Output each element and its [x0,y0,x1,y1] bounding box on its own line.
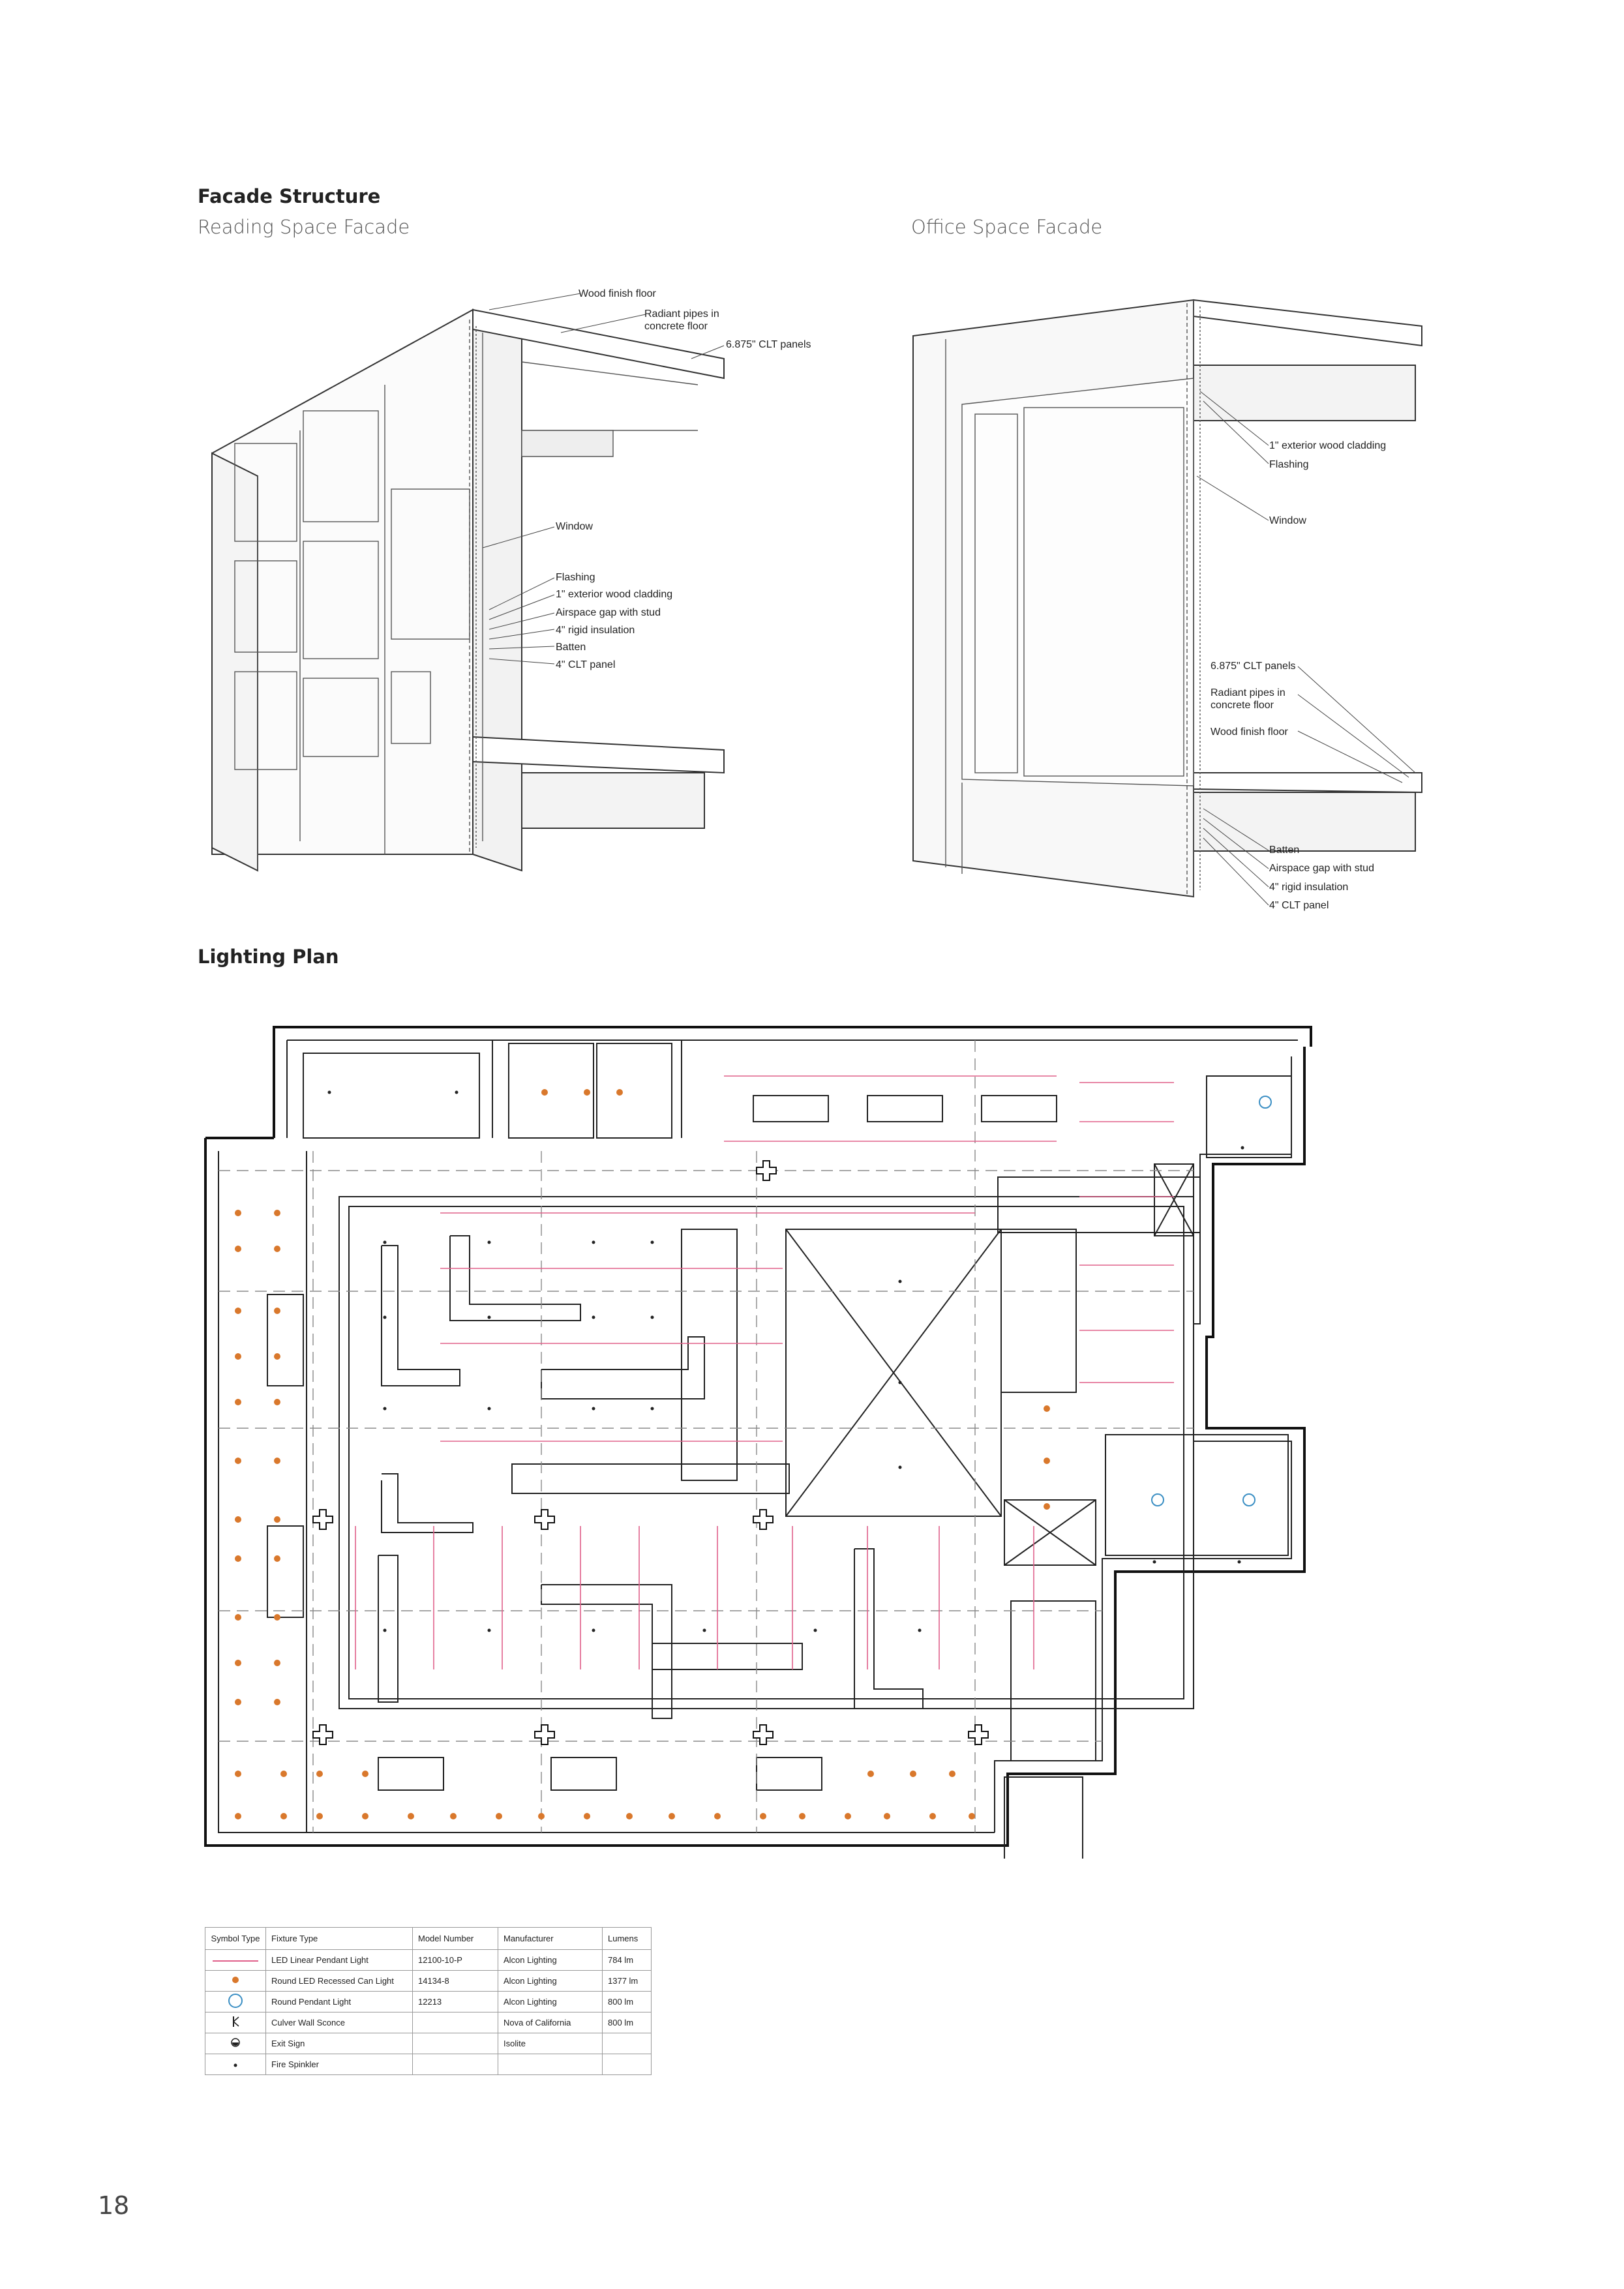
legend-lumens [603,2054,652,2075]
legend-header-lumens: Lumens [603,1928,652,1950]
reading-facade-drawing [196,280,750,893]
orange-dot-icon [205,1971,266,1992]
reading-label-radiant-2: concrete floor [644,321,708,332]
legend-manufacturer: Isolite [498,2033,603,2054]
lighting-plan-drawing [196,1017,1331,1859]
reading-label-cladding: 1" exterior wood cladding [556,589,673,600]
office-label-clt-panels: 6.875" CLT panels [1210,661,1296,672]
legend-model: 12100-10-P [413,1950,498,1971]
legend-model [413,2012,498,2033]
pink-line-icon [205,1950,266,1971]
reading-label-window: Window [556,521,593,532]
sprinkler-dot-icon [205,2054,266,2075]
blue-circle-icon [205,1992,266,2012]
legend-lumens: 1377 lm [603,1971,652,1992]
legend-fixture: LED Linear Pendant Light [266,1950,413,1971]
office-label-clt-panel: 4" CLT panel [1269,900,1329,911]
office-label-airspace: Airspace gap with stud [1269,863,1374,874]
legend-manufacturer: Alcon Lighting [498,1950,603,1971]
office-label-radiant-2: concrete floor [1210,700,1274,711]
legend-manufacturer: Alcon Lighting [498,1992,603,2012]
legend-manufacturer [498,2054,603,2075]
reading-space-facade-title: Reading Space Facade [198,216,410,238]
legend-manufacturer: Alcon Lighting [498,1971,603,1992]
legend-row [205,2054,652,2075]
legend-row [205,1950,652,1971]
legend-fixture: Round Pendant Light [266,1992,413,2012]
legend-lumens: 800 lm [603,1992,652,2012]
legend-header-row [205,1928,652,1950]
legend-fixture: Exit Sign [266,2033,413,2054]
legend-row [205,1992,652,2012]
office-label-batten: Batten [1269,845,1300,856]
facade-structure-title: Facade Structure [198,185,381,207]
office-space-facade-title: Office Space Facade [911,216,1103,238]
legend-row [205,2033,652,2054]
legend-lumens [603,2033,652,2054]
office-label-window: Window [1269,515,1306,526]
reading-label-wood-floor: Wood finish floor [579,288,656,299]
office-facade-drawing [907,287,1441,913]
legend-row [205,1971,652,1992]
legend-fixture: Fire Spinkler [266,2054,413,2075]
lighting-plan-title: Lighting Plan [198,946,339,968]
office-label-flashing: Flashing [1269,459,1309,470]
legend-model [413,2054,498,2075]
legend-model: 12213 [413,1992,498,2012]
reading-label-insulation: 4" rigid insulation [556,625,635,636]
office-label-wood-floor: Wood finish floor [1210,726,1288,738]
legend-model: 14134-8 [413,1971,498,1992]
legend-manufacturer: Nova of California [498,2012,603,2033]
legend-lumens: 784 lm [603,1950,652,1971]
legend-header-symbol: Symbol Type [205,1928,266,1950]
office-label-insulation: 4" rigid insulation [1269,882,1349,893]
legend-lumens: 800 lm [603,2012,652,2033]
fixture-legend-table [205,1927,652,2075]
reading-label-clt-panel: 4" CLT panel [556,659,616,670]
reading-label-radiant-1: Radiant pipes in [644,308,719,320]
reading-label-batten: Batten [556,642,586,653]
legend-header-model: Model Number [413,1928,498,1950]
legend-fixture: Round LED Recessed Can Light [266,1971,413,1992]
exit-sign-icon [205,2033,266,2054]
office-label-cladding: 1" exterior wood cladding [1269,440,1387,451]
legend-header-manufacturer: Manufacturer [498,1928,603,1950]
legend-fixture: Culver Wall Sconce [266,2012,413,2033]
legend-model [413,2033,498,2054]
legend-row [205,2012,652,2033]
sconce-icon [205,2012,266,2033]
page-number: 18 [98,2191,130,2220]
office-label-radiant-1: Radiant pipes in [1210,687,1286,698]
reading-label-clt-panels: 6.875" CLT panels [726,339,811,350]
reading-label-flashing: Flashing [556,572,595,583]
reading-label-airspace: Airspace gap with stud [556,607,661,618]
legend-header-fixture: Fixture Type [266,1928,413,1950]
